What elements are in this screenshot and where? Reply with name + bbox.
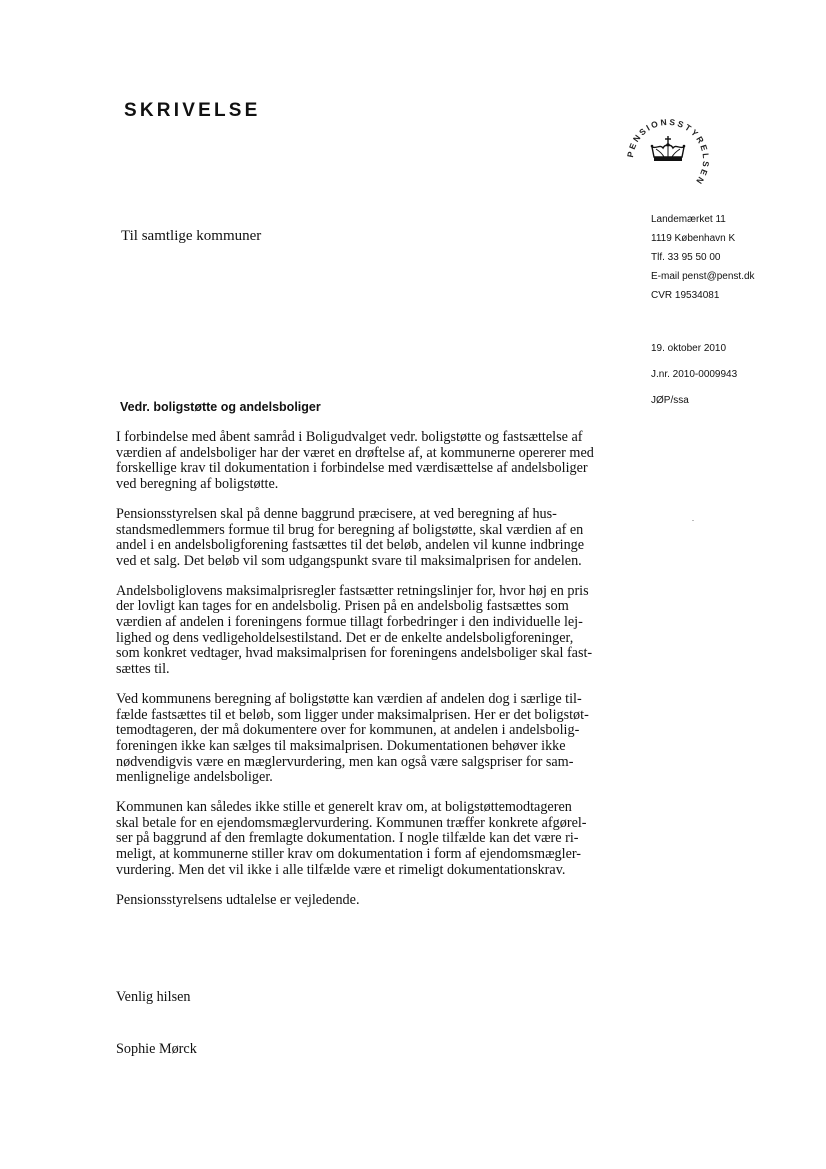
sender-phone: Tlf. 33 95 50 00 xyxy=(651,252,721,263)
body-line: Ved kommunens beregning af boligstøtte kan værdien af andelen dog i særlige til- xyxy=(116,690,582,707)
body-line: ved et salg. Det beløb vil som udgangspunkt svare til maksimalprisen for andelen. xyxy=(116,552,582,569)
body-line: standsmedlemmers formue til brug for beregning af boligstøtte, skal værdien af en xyxy=(116,521,584,538)
crown-icon xyxy=(651,136,686,161)
body-line: værdien af andelen i foreningens formue tillagt forbedringer i den individuelle lej- xyxy=(116,614,583,631)
body-line: som konkret vedtager, hvad maksimalprisen for foreningens andelsboliger skal fast- xyxy=(116,645,593,662)
journal-number: J.nr. 2010-0009943 xyxy=(651,369,738,380)
body-line: fælde fastsættes til et beløb, som ligger under maksimalprisen. Her er det boligstøt- xyxy=(116,706,589,723)
case-initials: JØP/ssa xyxy=(651,395,689,406)
body-line: ser på baggrund af den fremlagte dokumentation. I nogle tilfælde kan det være ri- xyxy=(116,830,579,847)
body-line: Andelsboliglovens maksimalprisregler fastsætter retningslinjer for, hvor høj en pris xyxy=(116,582,589,599)
subject-heading: Vedr. boligstøtte og andelsboliger xyxy=(120,400,321,414)
document-type-heading: SKRIVELSE xyxy=(124,100,261,121)
sender-street: Landemærket 11 xyxy=(651,214,726,225)
logo-ring-text: PENSIONSSTYRELSEN xyxy=(624,116,712,188)
sender-cvr: CVR 19534081 xyxy=(651,290,720,301)
body-line: forskellige krav til dokumentation i forbindelse med værdisættelse af andelsboliger xyxy=(116,460,588,477)
recipient: Til samtlige kommuner xyxy=(121,228,262,244)
body-line: Kommunen kan således ikke stille et generelt krav om, at boligstøttemodtageren xyxy=(116,799,572,816)
body-line: menlignelige andelsboliger. xyxy=(116,769,273,786)
letter-body xyxy=(116,430,616,922)
sender-email: E-mail penst@penst.dk xyxy=(651,271,755,282)
body-line: I forbindelse med åbent samråd i Boligudvalget vedr. boligstøtte og fastsættelse af xyxy=(116,429,583,445)
body-line: vurdering. Men det vil ikke i alle tilfælde være et rimeligt dokumentationskrav. xyxy=(116,861,566,878)
body-line: Pensionsstyrelsen skal på denne baggrund præcisere, at ved beregning af hus- xyxy=(116,505,557,522)
body-line: lighed og dens vedligeholdelsestilstand. Det er de enkelte andelsboligforeninger, xyxy=(116,629,574,646)
body-line: ved beregning af boligstøtte. xyxy=(116,476,279,493)
body-paragraph xyxy=(116,800,616,879)
body-paragraph xyxy=(116,893,616,909)
body-line: temodtageren, der må dokumentere over for kommunen, at andelen i andelsbolig- xyxy=(116,722,580,739)
body-paragraph xyxy=(116,507,616,570)
body-line: nødvendigvis være en mæglervurdering, men kan også være salgspriser for sam- xyxy=(116,753,574,770)
body-line: foreningen ikke kan sælges til maksimalprisen. Dokumentationen behøver ikke xyxy=(116,737,566,754)
closing-salutation: Venlig hilsen xyxy=(116,989,191,1005)
body-paragraph xyxy=(116,692,616,786)
scan-speck xyxy=(692,520,694,521)
body-line: andel i en andelsboligforening fastsættes til det beløb, andelen vil kunne indbringe xyxy=(116,537,585,554)
body-line: Pensionsstyrelsens udtalelse er vejledende. xyxy=(116,891,360,908)
body-line: værdien af andelsboliger har der været en drøftelse af, at kommunerne opererer med xyxy=(116,444,594,461)
body-paragraph xyxy=(116,584,616,678)
sender-postal-city: 1119 København K xyxy=(651,233,736,244)
body-line: skal betale for en ejendomsmæglervurdering. Kommunen træffer konkrete afgørel- xyxy=(116,814,587,831)
letter-date: 19. oktober 2010 xyxy=(651,343,727,354)
signature-name: Sophie Mørck xyxy=(116,1041,197,1057)
body-paragraph xyxy=(116,430,616,493)
sender-address xyxy=(651,210,755,305)
letter-meta xyxy=(651,342,737,420)
body-line: meligt, at kommunerne stiller krav om dokumentation i form af ejendomsmægler- xyxy=(116,846,582,863)
body-line: der lovligt kan tages for en andelsbolig. Prisen på en andelsbolig fastsættes som xyxy=(116,598,569,615)
body-line: sættes til. xyxy=(116,661,170,678)
pensionsstyrelsen-logo xyxy=(618,105,718,205)
